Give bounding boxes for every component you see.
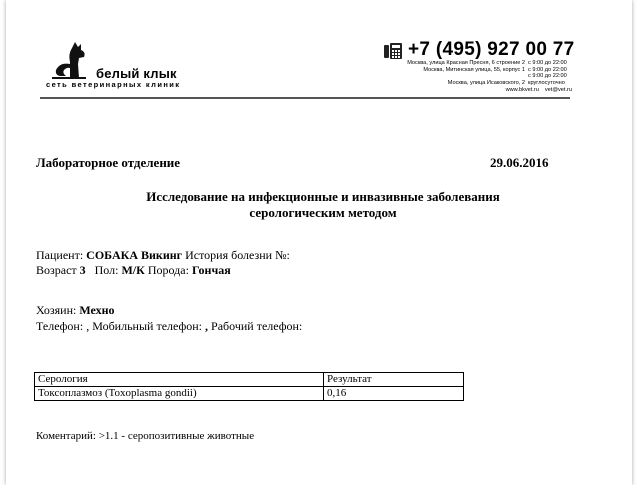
address-row: Москва, улица Исаковского, 2 круглосуточно [447,79,565,86]
address-row: Москва, улица Красная Пресня, 6 строение 2 с 9:00 до 22:00 [407,60,567,66]
header-divider [40,97,570,99]
result-value-cell: 0,16 [324,387,464,401]
owner-phones-line: Телефон: , Мобильный телефон: , Рабочий телефон: [36,319,303,333]
patient-line: Пациент: СОБАКА Викинг История болезни №: [36,248,290,262]
patient-name: СОБАКА Викинг [86,248,183,262]
brand-tagline: сеть ветеринарных клиник [46,80,181,89]
address-row: с 9:00 до 22:00 [528,73,567,80]
document-date: 29.06.2016 [490,155,549,170]
dog-logo-icon [48,40,92,80]
website-link[interactable]: www.bkvet.ru [505,87,539,94]
patient-breed: Гончая [191,263,231,277]
table-header-row [35,373,464,387]
header-cell: Серология [35,373,324,387]
department-name: Лабораторное отделение [36,155,181,170]
header-cell: Результат [324,373,464,387]
owner-line: Хозяин: Мехно [36,303,115,317]
phone-icon [384,43,402,59]
test-name-cell: Токсоплазмоз (Toxoplasma gondii) [35,387,324,401]
owner-name: Мехно [79,303,115,317]
clinic-logo [44,40,194,92]
document-page [6,0,632,485]
contact-block [382,39,582,94]
address-list [382,60,572,94]
comment-text: Коментарий: >1.1 - серопозитивные животные [36,430,255,442]
patient-age: 3 [79,263,86,277]
document-title: Исследование на инфекционные и инвазивные заболевания серологическим методом [146,189,500,220]
email-link[interactable]: vet@vet.ru [544,87,572,94]
patient-details-line: Возраст 3 Пол: М/К Порода: Гончая [36,263,231,277]
brand-name: белый клык [96,66,177,81]
results-table [34,372,464,401]
patient-sex: М/К [121,263,145,277]
clinic-phone: +7 (495) 927 00 77 [408,39,575,60]
address-row: Москва, Митинская улица, 55, корпус 1 с 9:00 до 22:00 [423,66,567,73]
web-contacts [382,87,572,94]
table-row [35,387,464,401]
